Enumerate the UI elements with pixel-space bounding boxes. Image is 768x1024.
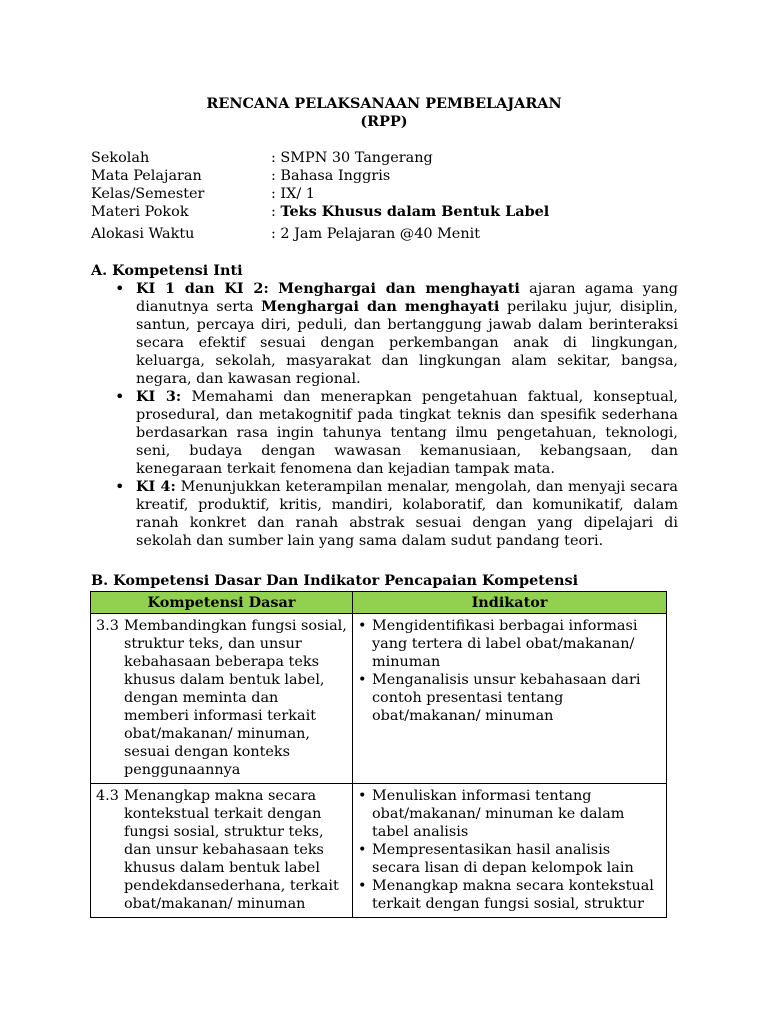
ki-bold-phrase: Menghargai dan menghayati [261,298,500,315]
document-title: RENCANA PELAKSANAAN PEMBELAJARAN [206,95,562,112]
section-heading-kompetensi-dasar: B. Kompetensi Dasar Dan Indikator Pencapaian Kompetensi [91,572,579,589]
ki-text: ajaran agama yang dianutnya serta [136,281,678,315]
list-item: • Mempresentasikan hasil analisis secara lisan di depan kelompok lain [358,841,661,877]
table-row [91,614,667,784]
kd-code: 3.3 [96,618,119,634]
list-item-ki-4 [113,478,678,550]
list-item-ki-3 [113,388,678,478]
info-row-mata-pelajaran [91,167,691,185]
identity-block [91,149,691,243]
info-colon: : [271,204,281,220]
info-row-sekolah [91,149,691,167]
indikator-cell [353,784,667,918]
info-label: Materi Pokok [91,204,189,220]
info-value: : 2 Jam Pelajaran @40 Menit [271,226,480,242]
kd-text: Menangkap makna secara kontekstual terkait dengan fungsi sosial, struktur teks, dan unsur kebahasaan teks khusus dalam bentuk label pendekdansederhana, terkait obat/makanan/ minuman [124,788,339,912]
column-header-indikator: Indikator [353,592,667,614]
info-row-kelas-semester [91,185,691,203]
info-value: : IX/ 1 [271,186,315,202]
list-item-ki-1-2 [113,280,678,388]
list-item: • Menangkap makna secara kontekstual terkait dengan fungsi sosial, struktur [358,877,661,913]
indikator-cell [353,614,667,784]
info-label: Kelas/Semester [91,186,205,202]
kd-code: 4.3 [96,788,119,804]
info-label: Sekolah [91,150,150,166]
column-header-kompetensi-dasar: Kompetensi Dasar [91,592,353,614]
kd-cell [91,784,353,918]
ki-text: perilaku jujur, disiplin, santun, percaya diri, peduli, dan bertanggung jawab dalam berinteraksi secara efektif sesuai dengan perkembangan anak di lingkungan, keluarga, sekolah, masyarakat dan lingkungan alam sekitar, bangsa, negara, dan kawasan regional. [136,299,679,387]
list-item: • Mengidentifikasi berbagai informasi yang tertera di label obat/makanan/ minuman [358,617,661,671]
ki-label: KI 1 dan KI 2: [136,280,269,297]
table-row [91,784,667,918]
ki-text: Memahami dan menerapkan pengetahuan faktual, konseptual, prosedural, dan metakognitif pada tingkat teknis dan spesifik sederhana berdasarkan rasa ingin tahunya tentang ilmu pengetahuan, teknologi, seni, budaya dengan wawasan kemanusiaan, kebangsaan, dan kenegaraan terkait fenomena dan kejadian tampak mata. [136,389,678,477]
info-label: Alokasi Waktu [91,226,195,242]
ki-text: Menunjukkan keterampilan menalar, mengolah, dan menyaji secara kreatif, produktif, kritis, mandiri, kolaboratif, dan komunikatif, dalam ranah konkret dan ranah abstrak sesuai dengan yang dipelajari di sekolah dan sumber lain yang sama dalam sudut pandang teori. [136,479,678,549]
indikator-list [358,617,661,725]
list-item: • Menuliskan informasi tentang obat/makanan/ minuman ke dalam tabel analisis [358,787,661,841]
info-value-bold: Teks Khusus dalam Bentuk Label [280,203,550,220]
info-row-materi-pokok [91,203,691,221]
indikator-list [358,787,661,913]
kompetensi-inti-list [113,280,678,550]
table-header-row [91,592,667,614]
ki-bold-phrase: Menghargai dan menghayati [278,280,520,297]
kd-cell [91,614,353,784]
ki-label: KI 3: [136,388,182,405]
list-item: • Menganalisis unsur kebahasaan dari contoh presentasi tentang obat/makanan/ minuman [358,671,661,725]
kompetensi-dasar-table [90,591,667,918]
section-heading-kompetensi-inti: A. Kompetensi Inti [91,262,243,279]
document-subtitle: (RPP) [360,113,408,130]
info-value: : SMPN 30 Tangerang [271,150,433,166]
info-row-alokasi-waktu [91,225,691,243]
kd-text: Membandingkan fungsi sosial, struktur teks, dan unsur kebahasaan beberapa teks khusus dalam bentuk label, dengan meminta dan memberi informasi terkait obat/makanan/ minuman, sesuai dengan konteks penggunaannya [124,618,347,778]
ki-label: KI 4: [136,478,176,495]
info-value: : Bahasa Inggris [271,168,391,184]
info-label: Mata Pelajaran [91,168,202,184]
info-value [271,203,549,221]
